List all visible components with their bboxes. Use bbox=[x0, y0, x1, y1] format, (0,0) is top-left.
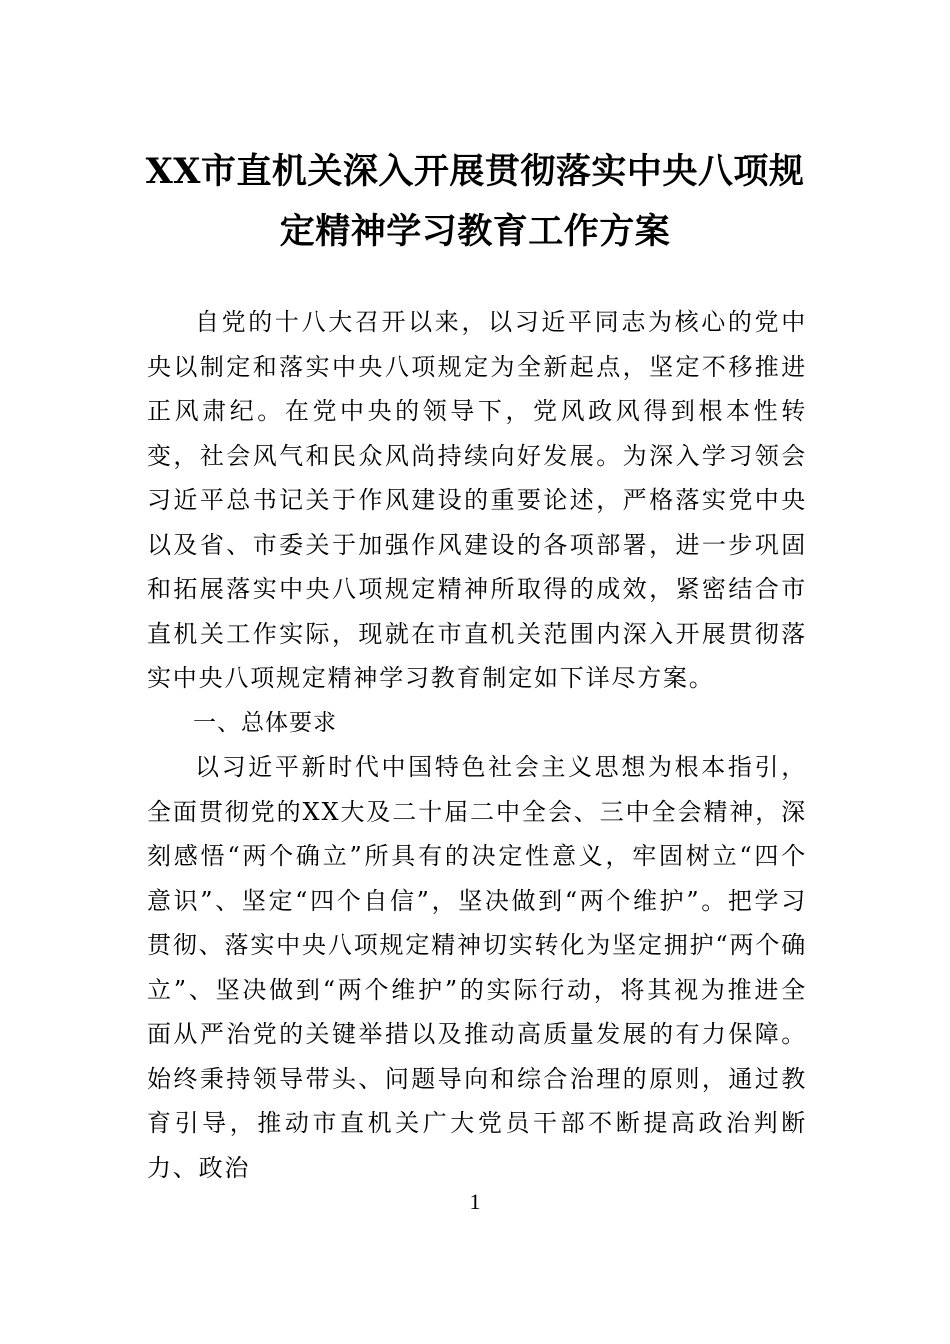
document-title: XX市直机关深入开展贯彻落实中央八项规定精神学习教育工作方案 bbox=[145, 151, 805, 252]
document-body bbox=[147, 300, 807, 1190]
section-heading: 一、总体要求 bbox=[193, 709, 337, 736]
body-paragraph: 以习近平新时代中国特色社会主义思想为根本指引，全面贯彻党的XX大及二十届二中全会、三中全会精神，深刻感悟“两个确立”所具有的决定性意义，牢固树立“四个意识”、坚定“四个自信”，坚决做到“两个维护”。把学习贯彻、落实中央八项规定精神切实转化为坚定拥护“两个确立”、坚决做到“两个维护”的实际行动，将其视为推进全面从严治党的关键举措以及推动高质量发展的有力保障。始终秉持领导带头、问题导向和综合治理的原则，通过教育引导，推动市直机关广大党员干部不断提高政治判断力、政治 bbox=[147, 753, 807, 1182]
page-number: 1 bbox=[469, 1189, 481, 1214]
intro-paragraph: 自党的十八大召开以来，以习近平同志为核心的党中央以制定和落实中央八项规定为全新起点，坚定不移推进正风肃纪。在党中央的领导下，党风政风得到根本性转变，社会风气和民众风尚持续向好发展。为深入学习领会习近平总书记关于作风建设的重要论述，严格落实党中央以及省、市委关于加强作风建设的各项部署，进一步巩固和拓展落实中央八项规定精神所取得的成效，紧密结合市直机关工作实际，现就在市直机关范围内深入开展贯彻落实中央八项规定精神学习教育制定如下详尽方案。 bbox=[147, 308, 807, 692]
